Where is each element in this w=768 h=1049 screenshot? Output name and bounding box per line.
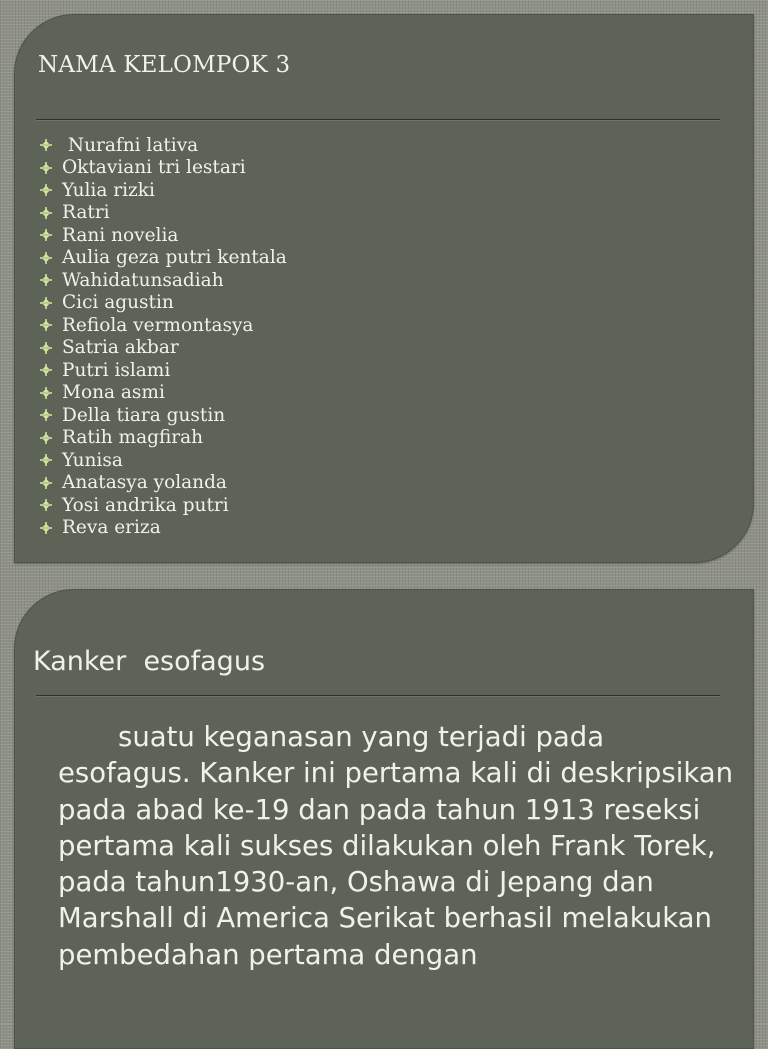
- sparkle-bullet-icon: [40, 499, 52, 511]
- list-item: [40, 472, 287, 495]
- member-name: Yosi andrika putri: [62, 494, 229, 516]
- member-name: Della tiara gustin: [62, 404, 226, 426]
- slide-esophageal-cancer: [14, 589, 754, 1049]
- slide-members: [14, 14, 754, 563]
- list-item: [40, 247, 287, 270]
- sparkle-bullet-icon: [40, 387, 52, 399]
- sparkle-bullet-icon: [40, 454, 52, 466]
- member-name: Yunisa: [62, 449, 123, 471]
- member-name: Ratri: [62, 202, 110, 224]
- list-item: [40, 337, 287, 360]
- member-name: Rani novelia: [62, 224, 179, 246]
- body-paragraph: suatu keganasan yang terjadi pada esofagus. Kanker ini pertama kali di deskripsikan pada abad ke-19 dan pada tahun 1913 reseksi pertama kali sukses dilakukan oleh Frank Torek, pada tahun1930-an, Oshawa di Jepang dan Marshall di America Serikat berhasil melakukan pembedahan pertama dengan: [58, 721, 734, 971]
- member-name: Refiola vermontasya: [62, 314, 254, 336]
- list-item: [40, 292, 287, 315]
- title-divider: [36, 695, 720, 696]
- list-item: [40, 179, 287, 202]
- member-name: Yulia rizki: [62, 179, 155, 201]
- list-item: [40, 314, 287, 337]
- member-name: Oktaviani tri lestari: [62, 157, 246, 179]
- sparkle-bullet-icon: [40, 162, 52, 174]
- member-name: Aulia geza putri kentala: [62, 247, 287, 269]
- member-name: Ratih magfirah: [62, 427, 204, 449]
- list-item: [40, 202, 287, 225]
- member-name: Mona asmi: [62, 382, 165, 404]
- list-item: [40, 517, 287, 540]
- list-item: [40, 359, 287, 382]
- slide-title: NAMA KELOMPOK 3: [38, 52, 291, 78]
- member-name: Satria akbar: [62, 337, 179, 359]
- member-list: [40, 134, 287, 539]
- member-name: Cici agustin: [62, 292, 174, 314]
- sparkle-bullet-icon: [40, 297, 52, 309]
- slide-title: Kanker esofagus: [33, 646, 266, 677]
- list-item: [40, 224, 287, 247]
- list-item: [40, 494, 287, 517]
- sparkle-bullet-icon: [40, 252, 52, 264]
- sparkle-bullet-icon: [40, 229, 52, 241]
- title-divider: [36, 119, 720, 120]
- sparkle-bullet-icon: [40, 184, 52, 196]
- sparkle-bullet-icon: [40, 522, 52, 534]
- member-name: Reva eriza: [62, 517, 161, 539]
- member-name: Wahidatunsadiah: [62, 269, 224, 291]
- sparkle-bullet-icon: [40, 274, 52, 286]
- sparkle-bullet-icon: [40, 409, 52, 421]
- sparkle-bullet-icon: [40, 319, 52, 331]
- sparkle-bullet-icon: [40, 477, 52, 489]
- sparkle-bullet-icon: [40, 139, 52, 151]
- list-item: [40, 404, 287, 427]
- list-item: [40, 449, 287, 472]
- list-item: [40, 134, 287, 157]
- list-item: [40, 382, 287, 405]
- member-name: Anatasya yolanda: [62, 472, 227, 494]
- sparkle-bullet-icon: [40, 207, 52, 219]
- list-item: [40, 269, 287, 292]
- sparkle-bullet-icon: [40, 364, 52, 376]
- list-item: [40, 427, 287, 450]
- sparkle-bullet-icon: [40, 432, 52, 444]
- member-name: Nurafni lativa: [62, 134, 199, 156]
- list-item: [40, 157, 287, 180]
- member-name: Putri islami: [62, 359, 171, 381]
- sparkle-bullet-icon: [40, 342, 52, 354]
